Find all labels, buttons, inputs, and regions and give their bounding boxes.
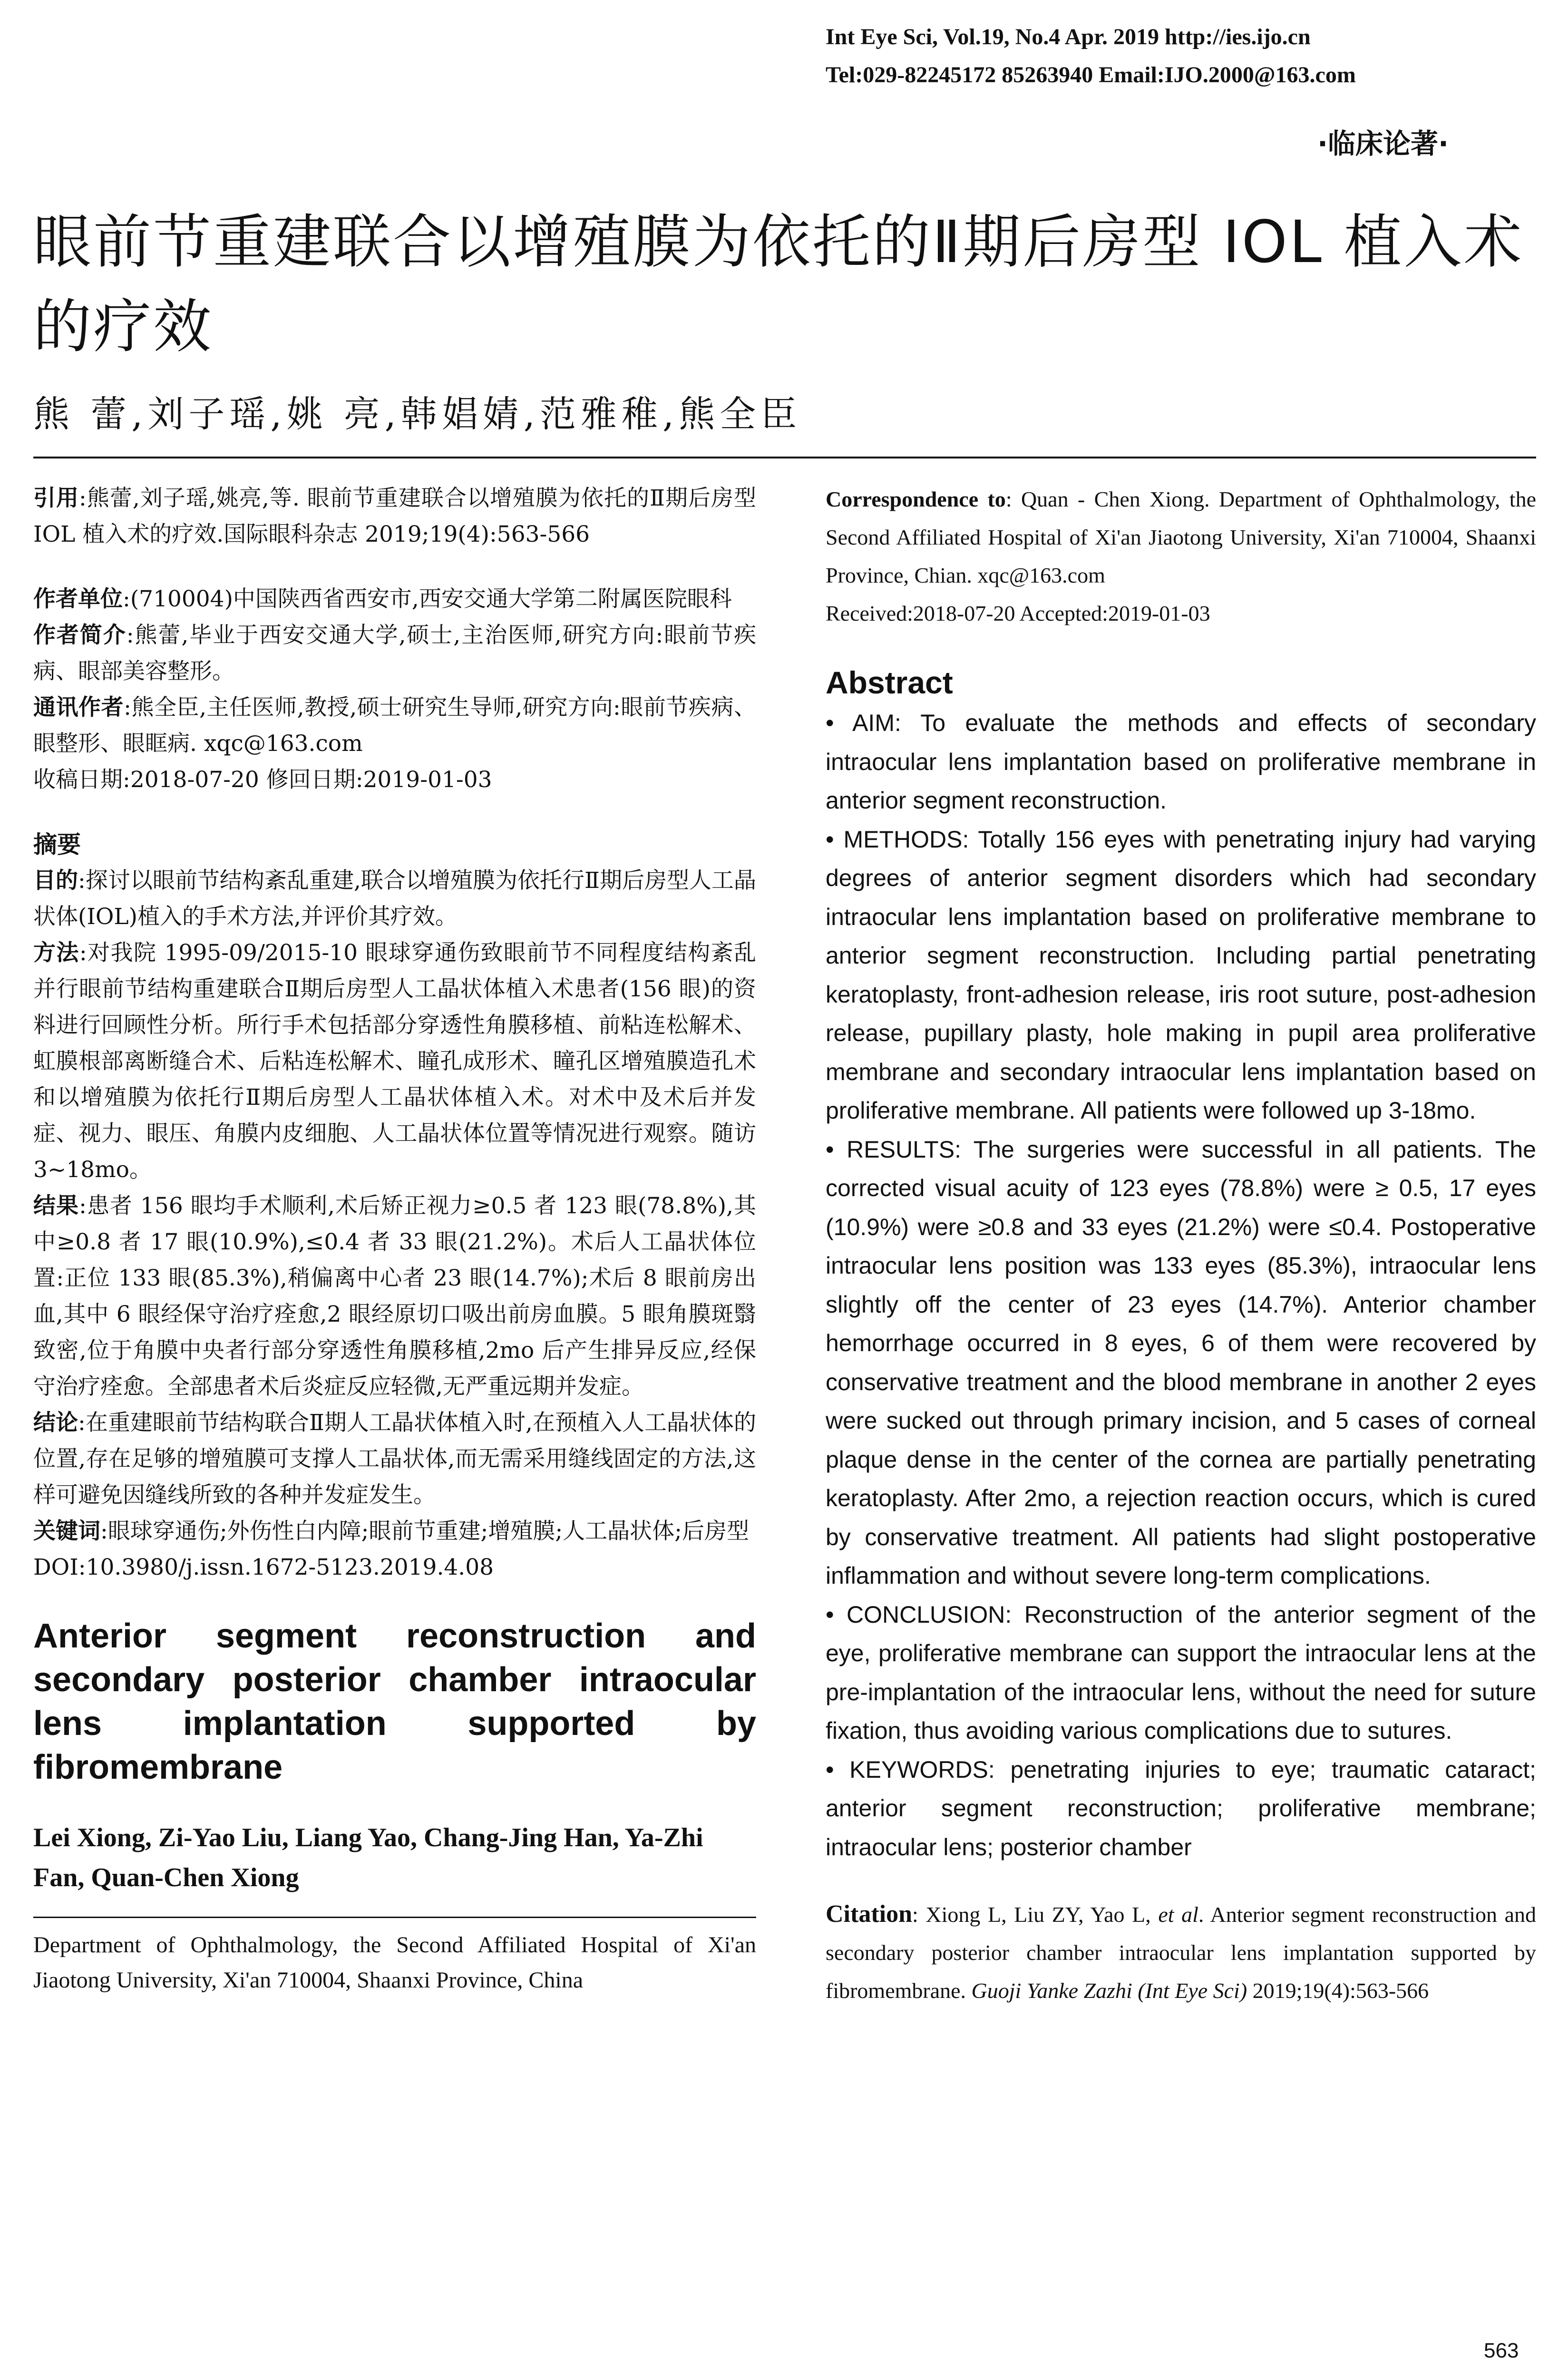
article-title-cn: 眼前节重建联合以增殖膜为依托的Ⅱ期后房型 IOL 植入术的疗效 xyxy=(33,208,1524,360)
aim-en: • AIM: To evaluate the methods and effects of secondary intraocular lens implantation based on proliferative membrane in anterior segment reconstruction. xyxy=(826,710,1536,814)
doi[interactable]: DOI:10.3980/j.issn.1672-5123.2019.4.08 xyxy=(33,1554,494,1580)
aim-cn: 目的:探讨以眼前节结构紊乱重建,联合以增殖膜为依托行Ⅱ期后房型人工晶状体(IOL)植入的手术方法,并评价其疗效。 xyxy=(33,867,757,930)
conclusion-en: • CONCLUSION: Reconstruction of the anterior segment of the eye, proliferative membrane can support the intraocular lens at the pre-implantation of the intraocular lens, without the need for suture fixation, thus avoiding various complications due to sutures. xyxy=(826,1601,1536,1744)
author-bio: 作者简介:熊蕾,毕业于西安交通大学,硕士,主治医师,研究方向:眼前节疾病、眼部美容整形。 xyxy=(33,622,756,684)
keywords-en: • KEYWORDS: penetrating injuries to eye; traumatic cataract; anterior segment reconstruction; proliferative membrane; intraocular lens; posterior chamber xyxy=(826,1756,1536,1861)
article-title-en: Anterior segment reconstruction and secondary posterior chamber intraocular lens implantation supported by fibromembrane xyxy=(33,1617,756,1786)
citation-en: Citation: Xiong L, Liu ZY, Yao L, et al. Anterior segment reconstruction and secondary posterior chamber intraocular lens implantation supported by fibromembrane. Guoji Yanke Zazhi (Int Eye Sci) 2019;19(4):563-566 xyxy=(826,1900,1536,2003)
dates-en: Received:2018-07-20 Accepted:2019-01-03 xyxy=(826,601,1210,625)
citation-cn: 引用:熊蕾,刘子瑶,姚亮,等. 眼前节重建联合以增殖膜为依托的Ⅱ期后房型 IOL 植入术的疗效.国际眼科杂志 2019;19(4):563-566 xyxy=(33,485,756,547)
corresponding-author: 通讯作者:熊全臣,主任医师,教授,硕士研究生导师,研究方向:眼前节疾病、眼整形、眼眶病. xqc@163.com xyxy=(33,694,756,757)
methods-cn: 方法:对我院 1995-09/2015-10 眼球穿通伤致眼前节不同程度结构紊乱并行眼前节结构重建联合Ⅱ期后房型人工晶状体植入术患者(156 眼)的资料进行回顾性分析。所行手术包括部分穿透性角膜移植、前粘连松解术、虹膜根部离断缝合术、后粘连松解术、瞳孔成形术、瞳孔区增殖膜造孔术和以增殖膜为依托行Ⅱ期后房型人工晶状体植入术。对术中及术后并发症、视力、眼压、角膜内皮细胞、人工晶状体位置等情况进行观察。随访 3~18mo。 xyxy=(33,940,756,1183)
keywords-cn: 关键词:眼球穿通伤;外伤性白内障;眼前节重建;增殖膜;人工晶状体;后房型 xyxy=(33,1518,750,1544)
authors-cn: 熊 蕾,刘子瑶,姚 亮,韩娼婧,范雅稚,熊全臣 xyxy=(33,393,802,435)
affiliation-divider xyxy=(33,1917,756,1918)
abstract-heading-cn: 摘要 xyxy=(33,831,81,858)
abstract-heading-en: Abstract xyxy=(826,665,953,700)
authors-en: Lei Xiong, Zi-Yao Liu, Liang Yao, Chang-Jing Han, Ya-Zhi Fan, Quan-Chen Xiong xyxy=(33,1823,703,1892)
journal-contact-line: Tel:029-82245172 85263940 Email:IJO.2000@163.com xyxy=(826,62,1356,88)
dates-cn: 收稿日期:2018-07-20 修回日期:2019-01-03 xyxy=(33,767,492,793)
methods-en: • METHODS: Totally 156 eyes with penetrating injury had varying degrees of anterior segment disorders which had secondary intraocular lens implantation based on proliferative membrane to anterior segment reconstruction. Including partial penetrating keratoplasty, front-adhesion release, iris root suture, post-adhesion release, pupillary plasty, hole making in pupil area proliferative membrane and secondary intraocular lens implantation based on proliferative membrane. All patients were followed up 3-18mo. xyxy=(826,826,1536,1124)
page-number: 563 xyxy=(1484,2339,1519,2362)
author-unit: 作者单位:(710004)中国陕西省西安市,西安交通大学第二附属医院眼科 xyxy=(33,586,732,612)
section-tag: ·临床论著· xyxy=(1317,127,1449,160)
results-en: • RESULTS: The surgeries were successful in all patients. The corrected visual acuity of 123 eyes (78.8%) were ≥ 0.5, 17 eyes (10.9%) were ≥0.8 and 33 eyes (21.2%) were ≤0.4. Postoperative intraocular lens position was 133 eyes (85.3%), intraocular lens slightly off the center of 23 eyes (14.7%). Anterior chamber hemorrhage occurred in 8 eyes, 6 of them were recovered by conservative treatment and the blood membrane in another 2 eyes were sucked out through primary incision, and 5 cases of corneal plaque dense in the center of the cornea are partially penetrating keratoplasty. After 2mo, a rejection reaction occurs, which is cured by conservative treatment. All patients had slight postoperative inflammation and without severe long-term complications. xyxy=(826,1136,1536,1589)
conclusion-cn: 结论:在重建眼前节结构联合Ⅱ期人工晶状体植入时,在预植入人工晶状体的位置,存在足够的增殖膜可支撑人工晶状体,而无需采用缝线固定的方法,这样可避免因缝线所致的各种并发症发生。 xyxy=(33,1410,757,1508)
left-column xyxy=(33,480,756,1998)
affiliation-en: Department of Ophthalmology, the Second Affiliated Hospital of Xi'an Jiaotong University, Xi'an 710004, Shaanxi Province, China xyxy=(33,1932,756,1993)
right-column xyxy=(826,480,1536,2010)
journal-info-line: Int Eye Sci, Vol.19, No.4 Apr. 2019 http://ies.ijo.cn xyxy=(826,24,1311,49)
results-cn: 结果:患者 156 眼均手术顺利,术后矫正视力≥0.5 者 123 眼(78.8%),其中≥0.8 者 17 眼(10.9%),≤0.4 者 33 眼(21.2%)。术后人工晶状体位置:正位 133 眼(85.3%),稍偏离中心者 23 眼(14.7%);术后 8 眼前房出血,其中 6 眼经保守治疗痊愈,2 眼经原切口吸出前房血膜。5 眼角膜斑翳致密,位于角膜中央者行部分穿透性角膜移植,2mo 后产生排异反应,经保守治疗痊愈。全部患者术后炎症反应轻微,无严重远期并发症。 xyxy=(33,1193,757,1400)
header-divider xyxy=(33,457,1536,458)
correspondence-en: Correspondence to: Quan - Chen Xiong. Department of Ophthalmology, the Second Affiliated Hospital of Xi'an Jiaotong University, Xi'an 710004, Shaanxi Province, Chian. xqc@163.com xyxy=(826,487,1536,587)
